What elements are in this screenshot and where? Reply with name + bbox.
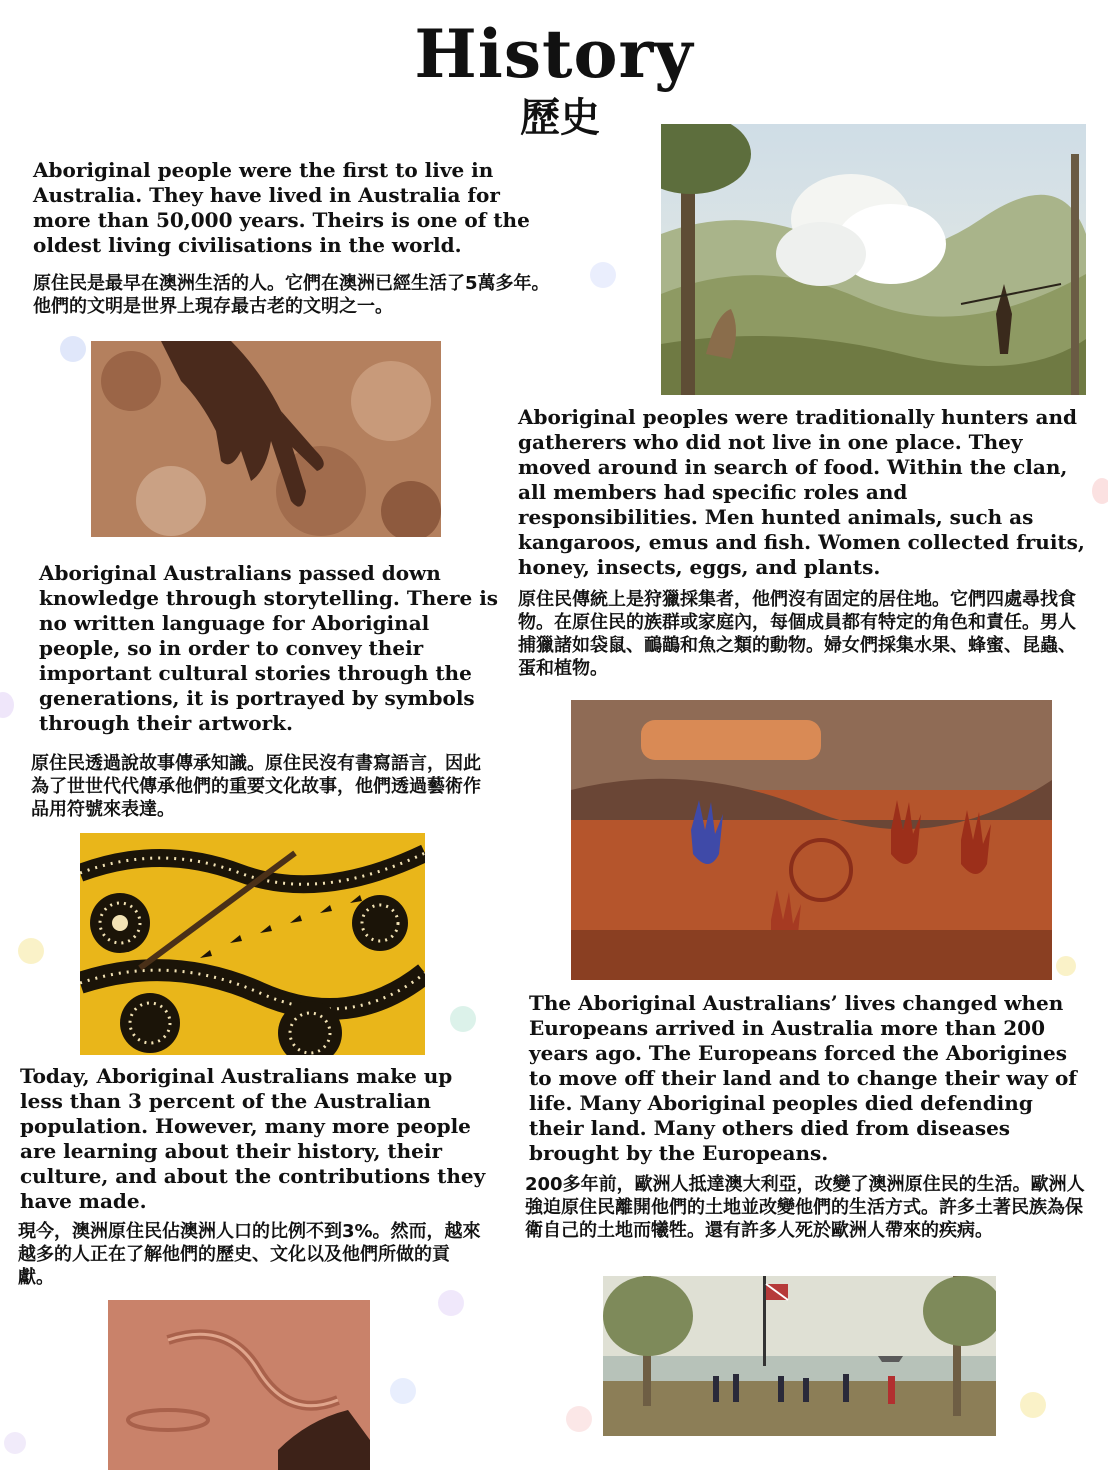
colonial-landing-image xyxy=(603,1276,996,1436)
decor-dot xyxy=(18,938,44,964)
decor-dot xyxy=(566,1406,592,1432)
decor-dot xyxy=(1020,1392,1046,1418)
decor-dot xyxy=(60,336,86,362)
page-title: History xyxy=(414,15,694,93)
decor-dot xyxy=(438,1290,464,1316)
hand-on-rock-image xyxy=(91,341,441,537)
europeans-text-en: The Aboriginal Australians’ lives changed when Europeans arrived in Australia more than 200 years ago. The Europeans forced the Aborigines to move off their land and to change their way of life. Many Aboriginal peoples died defending their land. Many others died from diseases brought by the Europeans. xyxy=(529,991,1077,1165)
decor-dot xyxy=(1092,478,1108,504)
storytelling-text-zh: 原住民透過說故事傳承知識。原住民沒有書寫語言，因此為了世世代代傳承他們的重要文化故事，他們透過藝術作品用符號來表達。 xyxy=(31,753,481,820)
hunters-text-en: Aboriginal peoples were traditionally hunters and gatherers who did not live in one place. They moved around in search of food. Within the clan, all members had specific roles and responsibilities. Men hunted animals, such as kangaroos, emus and fish. Women collected fruits, honey, insects, eggs, and plants. xyxy=(518,405,1085,579)
decor-dot xyxy=(450,1006,476,1032)
page-subtitle: 歷史 xyxy=(520,95,600,141)
today-text-zh: 現今，澳洲原住民佔澳洲人口的比例不到3%。然而，越來越多的人正在了解他們的歷史、文化以及他們所做的貢獻。 xyxy=(18,1221,481,1288)
decor-dot xyxy=(390,1378,416,1404)
storytelling-text-en: Aboriginal Australians passed down knowledge through storytelling. There is no written language for Aboriginal people, so in order to convey their important cultural stories through the generations, it is portrayed by symbols through their artwork. xyxy=(39,561,499,735)
decor-dot xyxy=(0,692,14,718)
hunters-text-zh: 原住民傳統上是狩獵採集者，他們沒有固定的居住地。它們四處尋找食物。在原住民的族群或家庭內，每個成員都有特定的角色和責任。男人捕獵諸如袋鼠、鴯鶓和魚之類的動物。婦女們採集水果、蜂蜜、昆蟲、蛋和植物。 xyxy=(518,589,1076,679)
sand-drawing-image xyxy=(108,1300,370,1470)
today-text-en: Today, Aboriginal Australians make up less than 3 percent of the Australian population. However, many more people are learning about their history, their culture, and about the contributions they have made. xyxy=(20,1064,486,1213)
first-people-text-en: Aboriginal people were the first to live in Australia. They have lived in Australia for more than 50,000 years. Theirs is one of the oldest living civilisations in the world. xyxy=(33,158,530,257)
first-people-text-zh: 原住民是最早在澳洲生活的人。它們在澳洲已經生活了5萬多年。他們的文明是世界上現存最古老的文明之一。 xyxy=(33,273,550,317)
decor-dot xyxy=(4,1432,26,1454)
decor-dot xyxy=(1056,956,1076,976)
decor-dot xyxy=(590,262,616,288)
dot-painting-image xyxy=(80,833,425,1055)
landscape-painting-image xyxy=(661,124,1086,395)
rock-art-image xyxy=(571,700,1052,980)
europeans-text-zh: 200多年前，歐洲人抵達澳大利亞，改變了澳洲原住民的生活。歐洲人強迫原住民離開他們的土地並改變他們的生活方式。許多土著民族為保衛自己的土地而犧牲。還有許多人死於歐洲人帶來的疾病。 xyxy=(525,1174,1085,1241)
